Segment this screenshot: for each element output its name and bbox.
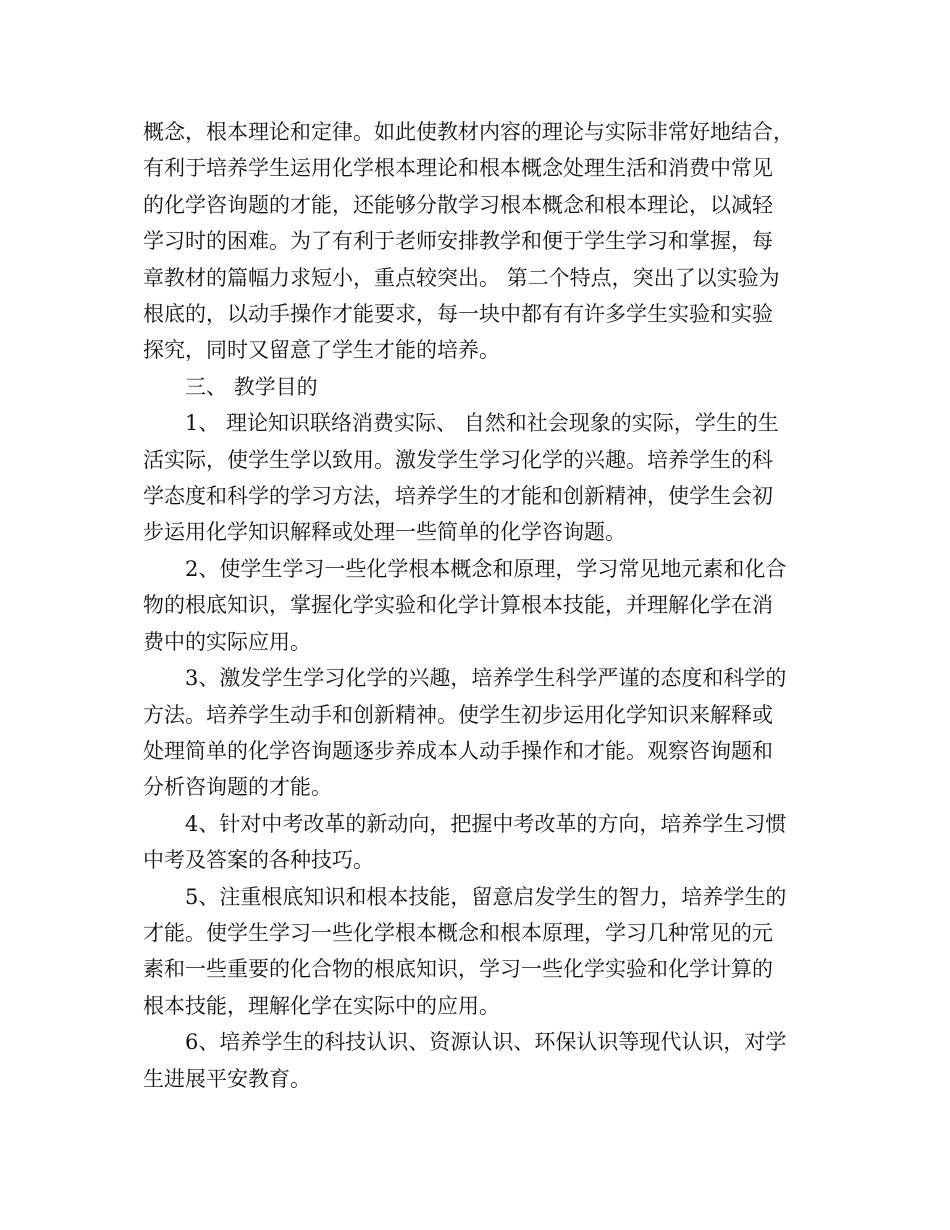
text-line: 方法。培养学生动手和创新精神。使学生初步运用化学知识来解释或 (143, 702, 773, 727)
text-line: 根底的，以动手操作才能要求，每一块中都有有许多学生实验和实验 (143, 302, 773, 327)
text-line: 步运用化学知识解释或处理一些简单的化学咨询题。 (143, 520, 626, 545)
text-line: 的化学咨询题的才能，还能够分散学习根本概念和根本理论，以减轻 (143, 192, 773, 217)
text-line: 5、注重根底知识和根本技能，留意启发学生的智力，培养学生的 (185, 884, 787, 909)
text-line: 才能。使学生学习一些化学根本概念和根本原理，学习几种常见的元 (143, 920, 773, 945)
text-line: 生进展平安教育。 (143, 1066, 311, 1091)
text-line: 分析咨询题的才能。 (143, 775, 332, 800)
text-line: 中考及答案的各种技巧。 (143, 848, 374, 873)
text-line: 物的根底知识，掌握化学实验和化学计算根本技能，并理解化学在消 (143, 593, 773, 618)
text-line: 探究，同时又留意了学生才能的培养。 (143, 338, 500, 363)
text-line: 三、 教学目的 (185, 374, 318, 399)
text-line: 学态度和科学的学习方法，培养学生的才能和创新精神，使学生会初 (143, 484, 773, 509)
text-line: 1、 理论知识联络消费实际、 自然和社会现象的实际，学生的生 (185, 411, 779, 436)
text-line: 学习时的困难。为了有利于老师安排教学和便于学生学习和掌握，每 (143, 229, 773, 254)
text-line: 章教材的篇幅力求短小，重点较突出。 第二个特点，突出了以实验为 (143, 265, 780, 290)
text-line: 3、激发学生学习化学的兴趣，培养学生科学严谨的态度和科学的 (185, 666, 787, 691)
text-line: 概念，根本理论和定律。如此使教材内容的理论与实际非常好地结合， (143, 120, 794, 144)
document-body (143, 114, 823, 1097)
text-line: 4、针对中考改革的新动向，把握中考改革的方向，培养学生习惯 (185, 811, 787, 836)
text-line: 2、使学生学习一些化学根本概念和原理，学习常见地元素和化合 (185, 556, 787, 581)
text-line: 根本技能，理解化学在实际中的应用。 (143, 993, 500, 1018)
text-line: 素和一些重要的化合物的根底知识，学习一些化学实验和化学计算的 (143, 957, 773, 982)
text-line: 6、培养学生的科技认识、资源认识、环保认识等现代认识，对学 (185, 1030, 787, 1055)
text-line: 费中的实际应用。 (143, 629, 311, 654)
text-line: 处理简单的化学咨询题逐步养成本人动手操作和才能。观察咨询题和 (143, 738, 773, 763)
text-line: 有利于培养学生运用化学根本理论和根本概念处理生活和消费中常见 (143, 156, 773, 181)
text-line: 活实际，使学生学以致用。激发学生学习化学的兴趣。培养学生的科 (143, 447, 773, 472)
